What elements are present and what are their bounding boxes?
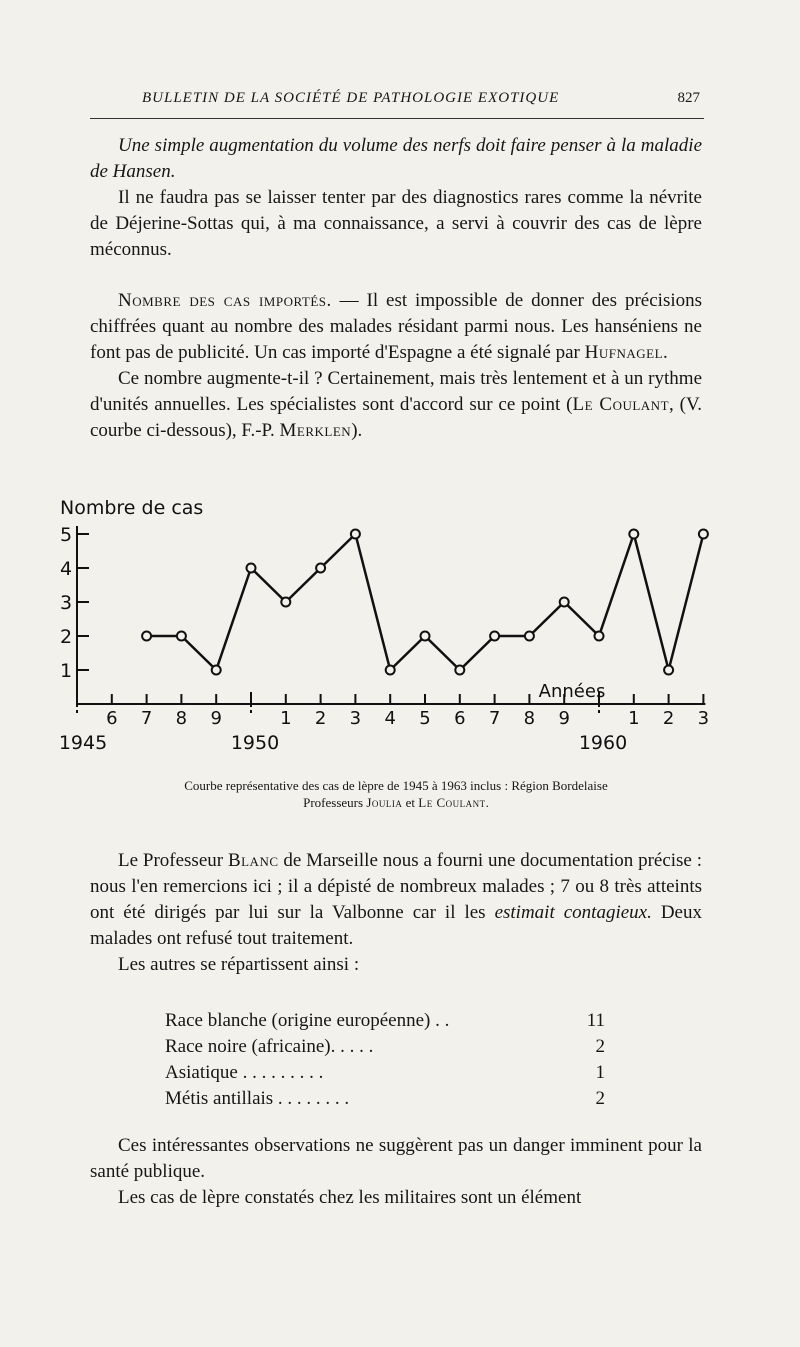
table-row — [165, 1086, 605, 1112]
paragraph-4 — [90, 366, 702, 444]
author-merklen: Merklen — [279, 420, 352, 441]
caption-line-1: Courbe représentative des cas de lèpre de 1945 à 1963 inclus : Région Bordelaise — [184, 778, 608, 793]
paragraph-3 — [90, 288, 702, 366]
paragraph-5-b: de Marseille nous a fourni une documentation précise : nous l'en remercions ici ; il a dépisté de nombreux malades ; 7 ou 8 très atteints ont été dirigés par lui sur la Valbonne car il les — [90, 850, 702, 923]
row-value: 11 — [586, 1010, 605, 1031]
chart-figure — [0, 490, 800, 770]
row-label: Asiatique . . . . . . . . . — [165, 1062, 324, 1083]
caption-end: . — [485, 795, 489, 810]
x-tick-label: 3 — [697, 708, 710, 729]
series-line — [147, 534, 704, 670]
paragraph-2: Il ne faudra pas se laisser tenter par des diagnostics rares comme la névrite de Déjerine-Sottas qui, à ma connaissance, a servi à couvrir des cas de lèpre méconnus. — [90, 187, 702, 260]
row-value: 2 — [595, 1088, 605, 1109]
data-point — [212, 666, 221, 675]
decade-label: 1945 — [58, 732, 108, 754]
data-point — [247, 564, 256, 573]
x-tick-label: 6 — [106, 708, 118, 729]
data-point — [490, 632, 499, 641]
text-block-3 — [90, 848, 702, 978]
data-point — [351, 530, 360, 539]
row-label: Race blanche (origine européenne) . . — [165, 1010, 450, 1031]
data-point — [421, 632, 430, 641]
data-point — [281, 598, 290, 607]
row-label: Race noire (africaine). . . . . — [165, 1036, 374, 1057]
data-point — [629, 530, 638, 539]
author-blanc: Blanc — [227, 850, 279, 871]
data-point — [142, 632, 151, 641]
x-tick-label: 7 — [488, 708, 501, 729]
author-le-coulant: Le Coulant — [572, 394, 670, 415]
caption-line-2 — [90, 794, 702, 811]
x-tick-label: 1 — [280, 708, 292, 729]
data-point — [560, 598, 569, 607]
chart-svg — [0, 490, 800, 770]
data-point — [455, 666, 464, 675]
caption-prefix: Professeurs — [303, 795, 367, 810]
data-point — [664, 666, 673, 675]
x-tick-label: 3 — [349, 708, 362, 729]
section-heading: Nombre des cas importés. — [118, 290, 332, 311]
page-number: 827 — [677, 90, 700, 106]
table-row — [165, 1060, 605, 1086]
x-tick-label: 8 — [523, 708, 536, 729]
italic-contagieux: estimait contagieux. — [494, 902, 652, 923]
paragraph-7: Ces intéressantes observations ne suggèrent pas un danger imminent pour la santé publique. — [90, 1135, 702, 1182]
decade-label: 1960 — [578, 732, 628, 754]
paragraph-3-end: . — [663, 342, 668, 363]
x-tick-label: 6 — [454, 708, 466, 729]
cases-line-chart — [0, 490, 800, 770]
paragraph-3-body: — Il est impossible de donner des précisions chiffrées quant au nombre des malades résidant parmi nous. Les hanséniens ne font pas de publicité. Un cas importé d'Espagne a été signalé par — [90, 290, 703, 363]
y-tick-label: 3 — [59, 592, 73, 614]
paragraph-4-a: Ce nombre augmente-t-il ? Certainement, mais très lentement et à un rythme d'unités annuelles. Les spécialistes sont d'accord sur ce point ( — [90, 368, 702, 415]
x-tick-label: 1 — [628, 708, 640, 729]
data-point — [386, 666, 395, 675]
x-tick-label: 2 — [662, 708, 675, 729]
table-row — [165, 1008, 605, 1034]
data-point — [177, 632, 186, 641]
x-axis-label: Années — [538, 681, 606, 702]
row-label: Métis antillais . . . . . . . . — [165, 1088, 350, 1109]
author-joulia: Joulia — [366, 795, 403, 810]
x-tick-label: 9 — [558, 708, 570, 729]
paragraph-6: Les autres se répartissent ainsi : — [118, 954, 360, 975]
x-tick-label: 2 — [314, 708, 327, 729]
row-value: 2 — [595, 1036, 605, 1057]
figure-caption — [90, 777, 702, 811]
text-block-4 — [90, 1133, 702, 1211]
data-point — [699, 530, 708, 539]
y-axis-label: Nombre de cas — [60, 497, 204, 519]
paragraph-8: Les cas de lèpre constatés chez les militaires sont un élément — [118, 1187, 582, 1208]
paragraph-4-b: , (V. courbe ci-dessous), F.-P. — [90, 394, 703, 441]
text-block-2 — [90, 288, 702, 444]
x-tick-label: 5 — [419, 708, 431, 729]
table-row — [165, 1034, 605, 1060]
text-block-1 — [90, 133, 702, 263]
y-tick-label: 1 — [59, 660, 73, 682]
author-le-coulant-2: Le Coulant — [418, 795, 486, 810]
journal-title: BULLETIN DE LA SOCIÉTÉ DE PATHOLOGIE EXOTIQUE — [142, 90, 560, 106]
running-header — [90, 88, 704, 119]
data-point — [595, 632, 604, 641]
author-hufnagel: Hufnagel — [584, 342, 664, 363]
data-point — [525, 632, 534, 641]
paragraph-5 — [90, 848, 702, 952]
x-tick-label: 4 — [384, 708, 396, 729]
row-value: 1 — [595, 1062, 605, 1083]
decade-label: 1950 — [230, 732, 280, 754]
paragraph-5-a: Le Professeur — [118, 850, 228, 871]
x-tick-label: 9 — [210, 708, 222, 729]
paragraph-4-c: ). — [351, 420, 363, 441]
caption-and: et — [402, 795, 419, 810]
paragraph-5-c: Deux malades ont refusé tout traitement. — [90, 902, 702, 949]
y-tick-label: 2 — [59, 626, 73, 648]
x-tick-label: 8 — [175, 708, 188, 729]
data-point — [316, 564, 325, 573]
x-tick-label: 7 — [140, 708, 153, 729]
y-tick-label: 5 — [59, 524, 73, 546]
paragraph-1: Une simple augmentation du volume des nerfs doit faire penser à la maladie de Hansen. — [90, 135, 702, 182]
y-tick-label: 4 — [59, 558, 73, 580]
distribution-table — [165, 1008, 605, 1112]
